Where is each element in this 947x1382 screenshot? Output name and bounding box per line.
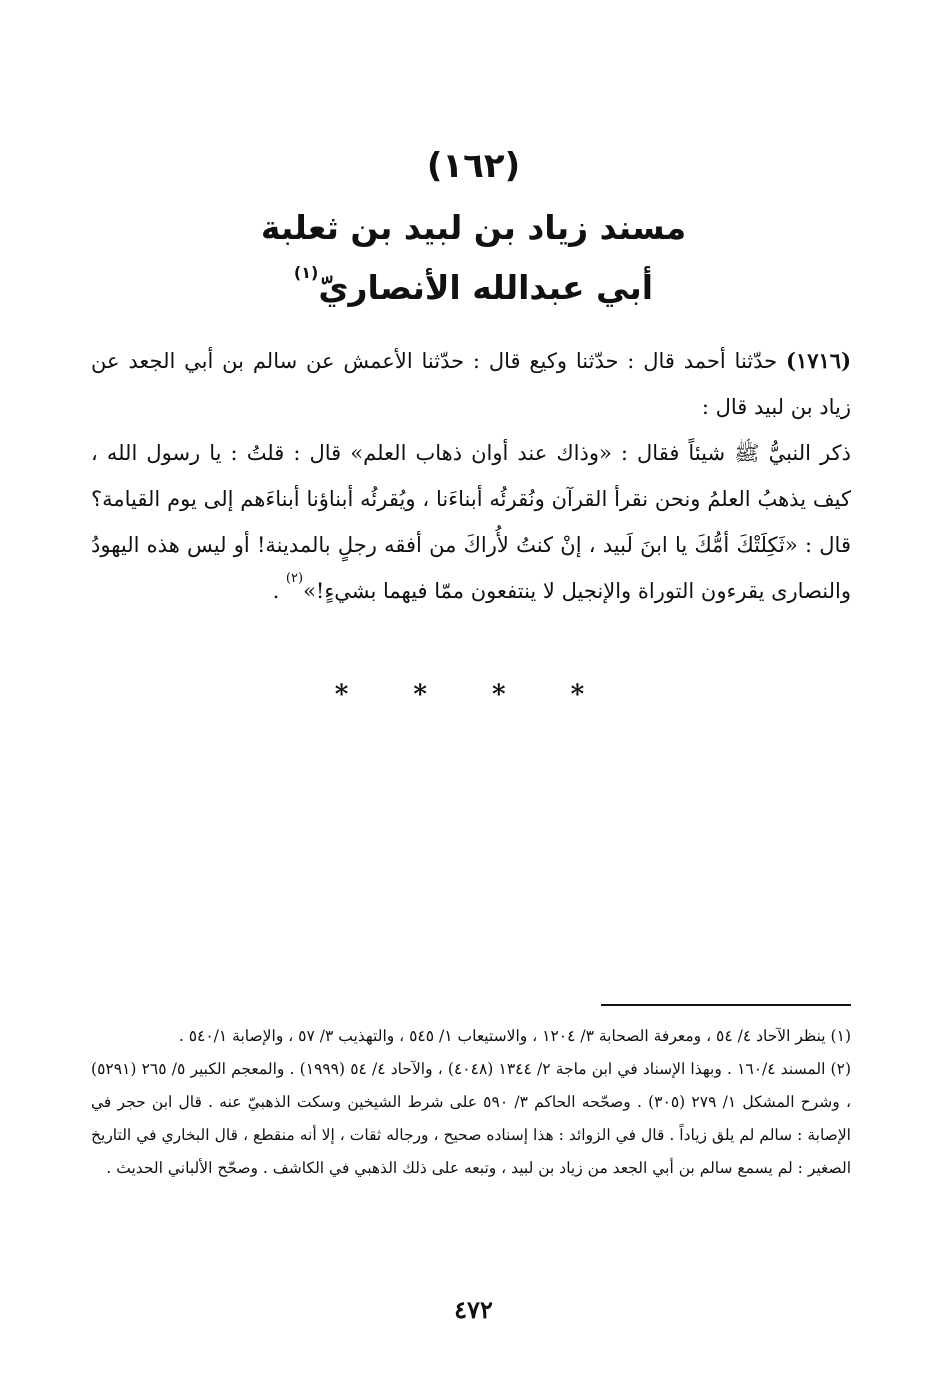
chapter-subtitle [0,258,947,318]
footnote-ref-1: (١) [293,263,319,282]
footnote-1: (١) ينظر الآحاد ٤/ ٥٤ ، ومعرفة الصحابة ٣/ ١٢٠٤ ، والاستيعاب ١/ ٥٤٥ ، والتهذيب ٣/ ٥٧ ، والإصابة ٥٤٠/١ . [178,1027,851,1045]
chapter-subtitle-text: أبي عبدالله الأنصاريّ [318,268,654,307]
hadith-matn-end: . [272,579,286,603]
footnote-divider [601,1004,851,1006]
hadith-matn-paragraph [91,430,851,614]
hadith-isnad-paragraph [91,338,851,430]
footnote-ref-2: (٢) [285,571,304,586]
chapter-title: مسند زياد بن لبيد بن ثعلبة [260,208,687,247]
hadith-number: (١٧١٦) [786,348,851,373]
section-separator: * * * * [334,680,613,710]
hadith-isnad: حدّثنا أحمد قال : حدّثنا وكيع قال : حدّثنا الأعمش عن سالم بن أبي الجعد عن زياد بن لبيد قال : [91,349,851,419]
chapter-number: (١٦٢) [426,146,521,186]
hadith-matn: ذكر النبيُّ ﷺ شيئاً فقال : «وذاك عند أوان ذهاب العلم» قال : قلتُ : يا رسول الله ، كيف يذهبُ العلمُ ونحن نقرأ القرآن ونُقرئُه أبناءَنا ، ويُقرئُه أبناؤنا أبناءَهم إلى يوم القيامة؟ قال : «ثَكِلَتْكَ أمُّكَ يا ابنَ لَبيد ، إنْ كنتُ لأُراكَ من أفقه رجلٍ بالمدينة! أو ليس هذه اليهودُ والنصارى يقرءون التوراة والإنجيل لا ينتفعون ممّا فيهما بشيءٍ!» [91,441,851,603]
hadith-body [91,338,851,614]
page-number: ٤٧٢ [454,1295,493,1324]
footnote-2: (٢) المسند ١٦٠/٤ . وبهذا الإسناد في ابن ماجة ٢/ ١٣٤٤ (٤٠٤٨) ، والآحاد ٤/ ٥٤ (١٩٩٩) . والمعجم الكبير ٥/ ٢٦٥ (٥٢٩١) ، وشرح المشكل ١/ ٢٧٩ (٣٠٥) . وصحّحه الحاكم ٣/ ٥٩٠ على شرط الشيخين وسكت الذهبيّ عنه . قال ابن حجر في الإصابة : سالم لم يلق زياداً . قال في الزوائد : هذا إسناده صحيح ، ورجاله ثقات ، إلا أنه منقطع ، قال البخاري في التاريخ الصغير : لم يسمع سالم بن أبي الجعد من زياد بن لبيد ، وتبعه على ذلك الذهبي في الكاشف . وصحّح الألباني الحديث . [91,1060,851,1177]
footnotes [91,1020,851,1185]
